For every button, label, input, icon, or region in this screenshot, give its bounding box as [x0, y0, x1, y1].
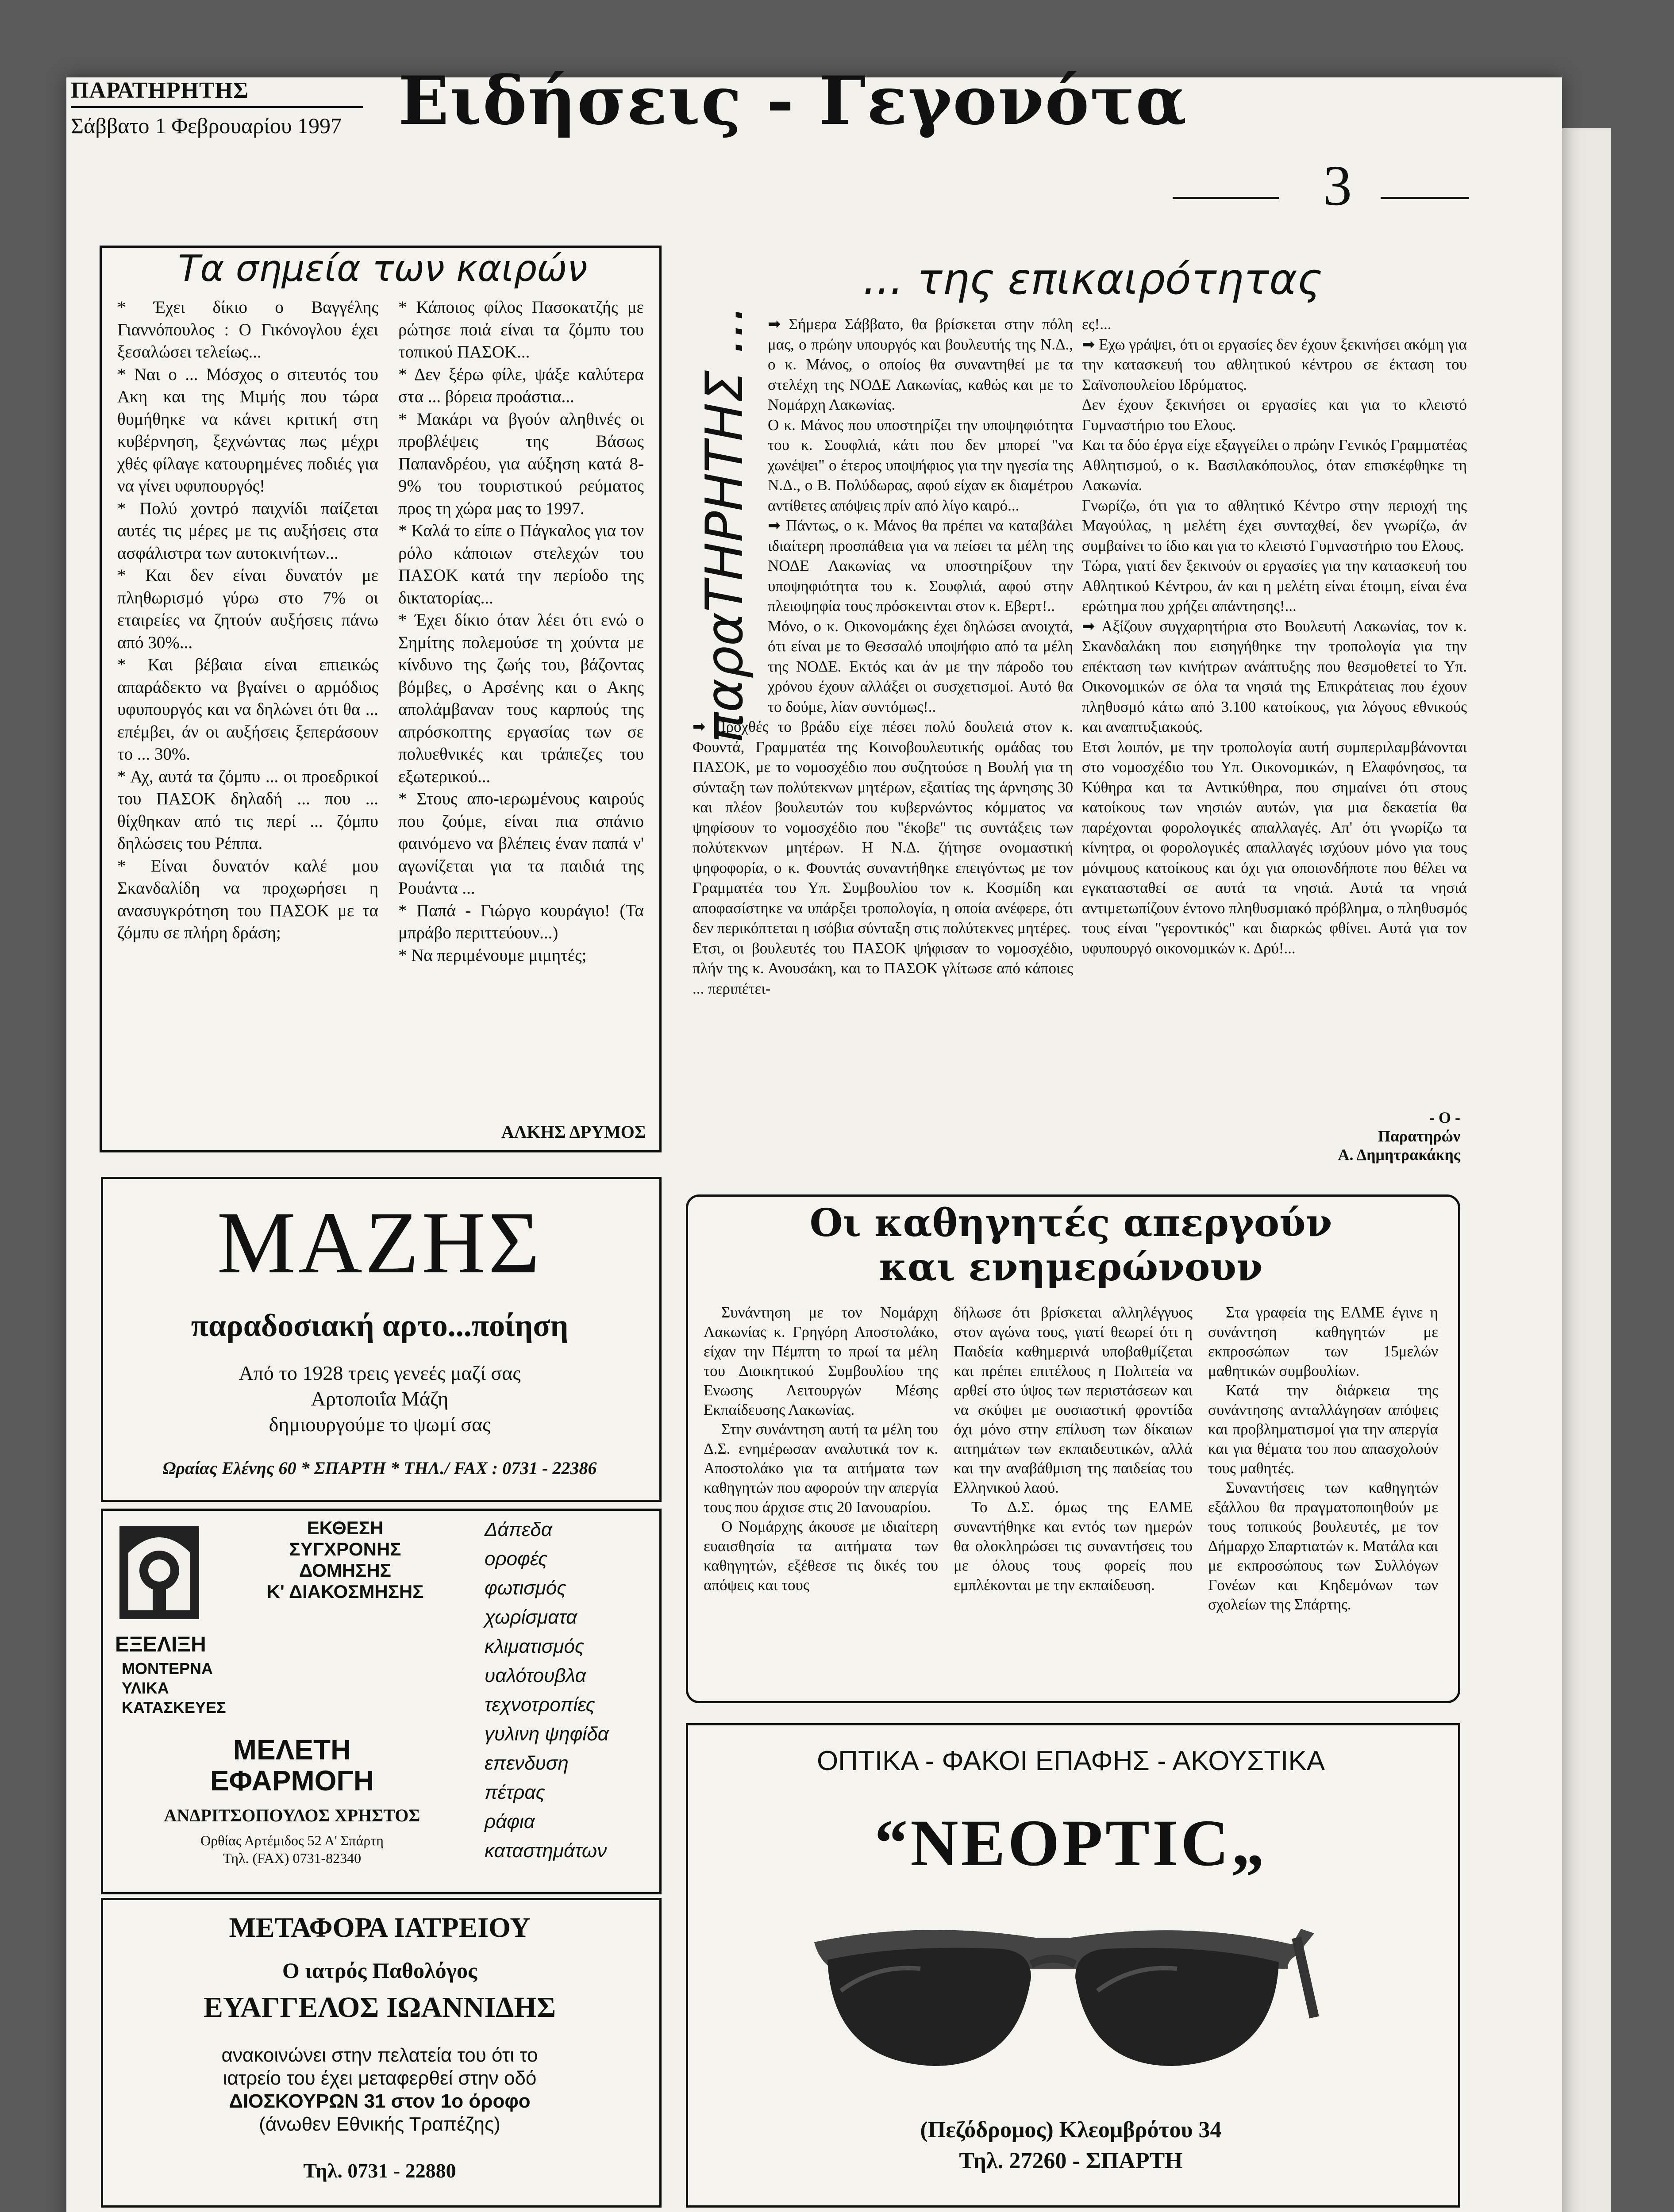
article-teachers-col1	[704, 1303, 938, 1595]
exelixi-item: τεχνοτροπίες	[485, 1694, 595, 1716]
column-signs-author: ΑΛΚΗΣ ΔΡΥΜΟΣ	[501, 1122, 646, 1142]
ad-exelixi-logo-sub	[122, 1659, 226, 1717]
exelixi-item: κλιματισμός	[485, 1636, 585, 1657]
article-paragraph: Ο Νομάρχης άκουσε με ιδιαίτερη ευαισθησία τα αιτήματα των καθηγητών, εξέθεσε τις δικές του απόψεις και τους	[704, 1518, 938, 1594]
ad-exelixi-exhibit	[235, 1517, 456, 1602]
column-observer-heading: ... της επικαιρότητας	[863, 254, 1322, 304]
ad-neoptic-brand: “NEOPTIC„	[874, 1806, 1267, 1880]
exhibit-line: Κ' ΔΙΑΚΟΣΜΗΣΗΣ	[266, 1581, 424, 1602]
ad-mazis-tagline: παραδοσιακή αρτο...ποίηση	[191, 1308, 569, 1343]
page-number: 3	[1323, 154, 1352, 218]
signs-paragraph: * Δεν ξέρω φίλε, ψάξε καλύτερα στα ... βόρεια προάστια...	[398, 365, 644, 406]
ad-mazis-line: δημιουργούμε το ψωμί σας	[269, 1413, 491, 1436]
sunglasses-image-icon	[788, 1902, 1319, 2088]
exhibit-line: ΔΟΜΗΣΗΣ	[299, 1560, 391, 1581]
observer-paragraph: Και τα δύο έργα είχε εξαγγείλει ο πρώην Γενικός Γραμματέας Αθλητισμού, ο κ. Βασιλακόπουλος, όταν επισκέφθηκε τη Λακωνία.	[1082, 436, 1467, 494]
signature-mark: - Ο -	[1429, 1109, 1460, 1126]
ad-iatreio-line1: Ο ιατρός Παθολόγος	[282, 1958, 477, 1983]
observer-paragraph: Ετσι, οι βουλευτές του ΠΑΣΟΚ ψήφισαν το νομοσχέδιο, πλήν της κ. Ανουσάκη, και το ΠΑΣΟΚ γλίτωσε από κάποιες ... περιπέτει-	[693, 939, 1073, 997]
signs-paragraph: * Να περιμένουμε μιμητές;	[398, 945, 587, 965]
logo-sub-line: ΥΛΙΚΑ	[122, 1679, 169, 1697]
ad-mazis-brand: ΜΑΖΗΣ	[217, 1194, 543, 1292]
ad-iatreio-name: ΕΥΑΓΓΕΛΟΣ ΙΩΑΝΝΙΔΗΣ	[203, 1991, 556, 2024]
observer-paragraph: ➡ Αξίζουν συγχαρητήρια στο Βουλευτή Λακωνίας, τον κ. Σκανδαλάκη που εισηγήθηκε την τροπολογία για την επέκταση των κινήτρων ανάπτυξης που θεσμοθετεί το Υπ. Οικονομικών σε όλα τα νησιά της Επικράτειας που έχουν πληθυσμό κάτω από 3.100 κατοίκους, για λόγους εθνικούς και αναπτυξιακούς.	[1082, 617, 1467, 735]
ad-neoptic-header: ΟΠΤΙΚΑ - ΦΑΚΟΙ ΕΠΑΦΗΣ - ΑΚΟΥΣΤΙΚΑ	[816, 1746, 1325, 1776]
exelixi-item: γυλινη ψηφίδα	[485, 1723, 609, 1745]
exelixi-item: οροφές	[485, 1548, 548, 1570]
ad-mazis-line: Από το 1928 τρεις γενεές μαζί σας	[239, 1362, 521, 1384]
article-paragraph: Κατά την διάρκεια της συνάντησης ανταλλάγησαν απόψεις και προβληματισμοί για την απεργία και για θέματα του που απασχολούν τους μαθητές.	[1208, 1382, 1438, 1477]
exelixi-item: πέτρας	[485, 1782, 545, 1803]
signs-paragraph: * Στους απο-ιερωμένους καιρούς που ζούμε, είναι πια σπάνιο φαινόμενο να βλέπεις έναν παπά ν' αγωνίζεται για τα παιδιά της Ρουάντα ...	[398, 789, 644, 898]
observer-paragraph: ➡ Πάντως, ο κ. Μάνος θα πρέπει να καταβάλει ιδιαίτερη προσπάθεια για να πείσει τα μέλη της ΝΟΔΕ Λακωνίας να υποστηρίξουν την υποψηφιότητα του κ. Σουφλιά, αφού στην πλειοψηφία τους πρόσκεινται στον κ. Εβερτ!..	[768, 517, 1073, 614]
ad-exelixi-items	[485, 1515, 653, 1866]
exelixi-item: χωρίσματα	[485, 1606, 577, 1628]
ad-mazis-lines	[103, 1360, 656, 1437]
article-teachers-title	[690, 1201, 1451, 1290]
ad-iatreio-line: ανακοινώνει στην πελατεία του ότι το	[221, 2044, 538, 2066]
article-paragraph: δήλωσε ότι βρίσκεται αλληλέγγυος στον αγώνα τους, γιατί θεωρεί ότι η Παιδεία καθημερινά υποβαθμίζεται και πρέπει επιτέλους η Πολιτεία να αρθεί στο ύψος των περιστάσεων και να σκύψει με ουσιαστική φροντίδα όχι μόνο στην επίλυση των δίκαιων αιτημάτων των εκπαιδευτικών, αλλά και την αναβάθμιση της παιδείας του Ελληνικού λαού.	[954, 1304, 1193, 1496]
logo-sub-line: ΚΑΤΑΣΚΕΥΕΣ	[122, 1698, 226, 1717]
exelixi-item: καταστημάτων	[485, 1840, 607, 1862]
article-paragraph: Στα γραφεία της ΕΛΜΕ έγινε η συνάντηση καθηγητών με εκπροσώπων των 15μελών μαθητικών συμβουλίων.	[1208, 1304, 1438, 1379]
article-paragraph: Συναντήσεις των καθηγητών εξάλλου θα πραγματοποιηθούν με τους τοπικούς βουλευτές, με τον Δήμαρχο Σπαρτιατών κ. Ματάλα και με εκπροσώπους των Συλλόγων Γονέων και Κηδεμόνων των σχολείων της Σπάρτης.	[1208, 1479, 1438, 1613]
ad-mazis-line: Αρτοποιΐα Μάζη	[311, 1387, 449, 1410]
page-number-rule-right	[1381, 197, 1469, 199]
ornament-logo-icon	[115, 1522, 204, 1624]
signs-paragraph: * Είναι δυνατόν καλέ μου Σκανδαλίδη να προχωρήσει η ανασυγκρότηση του ΠΑΣΟΚ με τα ζόμπυ σε πλήρη δράση;	[117, 856, 378, 942]
exelixi-item: Δάπεδα	[485, 1519, 552, 1540]
signs-paragraph: * Αχ, αυτά τα ζόμπυ ... οι προεδρικοί του ΠΑΣΟΚ δηλαδή ... που ... θίχθηκαν από τις περί ... ζόμπυ δηλώσεις του Ρέππα.	[117, 767, 378, 853]
ad-iatreio-body	[103, 2044, 656, 2136]
ad-exelixi-phone: Τηλ. (FAX) 0731-82340	[223, 1850, 362, 1866]
ad-exelixi-address: Ορθίας Αρτέμιδος 52 Α' Σπάρτη	[200, 1832, 384, 1848]
study-line: ΕΦΑΡΜΟΓΗ	[210, 1765, 374, 1797]
column-signs-heading: Τα σημεία των καιρών	[178, 248, 588, 290]
ad-neoptic-phone: Τηλ. 27260 - ΣΠΑΡΤΗ	[959, 2148, 1183, 2174]
column-signs-right-text	[398, 296, 644, 967]
ad-iatreio-address: ΔΙΟΣΚΟΥΡΩΝ 31 στον 1ο όροφο	[229, 2090, 531, 2112]
newspaper-name: ΠΑΡΑΤΗΡΗΤΗΣ	[71, 78, 249, 103]
signs-paragraph: * Και βέβαια είναι επιεικώς απαράδεκτο να βγαίνει ο αρμόδιος υφυπουργός και να δηλώνει ότι θα ... επέμβει, άν οι αυξήσεις ξεπεράσουν το ... 30%.	[117, 655, 378, 764]
observer-paragraph: Τώρα, γιατί δεν ξεκινούν οι εργασίες για την κατασκευή του Αθλητικού Κέντρου, άν και η μελέτη είναι έτοιμη, είναι ένα ερώτημα που χρήζει απάντησης!...	[1082, 557, 1467, 614]
article-paragraph: Το Δ.Σ. όμως της ΕΛΜΕ συναντήθηκε και εντός των ημερών θα ολοκληρώσει τις συναντήσεις του με όλους τους φορείς που εμπλέκονται με την εκπαίδευση.	[954, 1498, 1193, 1594]
exhibit-line: ΣΥΓΧΡΟΝΗΣ	[289, 1539, 401, 1559]
article-paragraph: Συνάντηση με τον Νομάρχη Λακωνίας κ. Γρηγόρη Αποστολάκο, είχαν την Πέμπτη το πρωί τα μέλη του Διοικητικού Συμβουλίου της Ενωσης Λειτουργών Μέσης Εκπαίδευσης Λακωνίας.	[704, 1304, 938, 1418]
ad-exelixi-logo-name: ΕΞΕΛΙΞΗ	[115, 1633, 206, 1656]
signs-paragraph: * Ναι ο ... Μόσχος ο σιτευτός του Ακη και της Μιμής που τώρα θυμήθηκε να κάνει κριτική στη κυβέρνηση, ξεχνώντας πως μέχρι χθές φίλαγε κατουρημένες ποδιές για να γίνει υφυπουργός!	[117, 365, 378, 495]
adjacent-page-edge	[1562, 128, 1611, 2212]
exelixi-item: ράφια	[485, 1811, 535, 1832]
logo-sub-line: ΜΟΝΤΕΡΝΑ	[122, 1659, 213, 1678]
article-teachers-col3	[1208, 1303, 1438, 1614]
signs-paragraph: * Παπά - Γιώργο κουράγιο! (Τα μπράβο περιττεύουν...)	[398, 901, 644, 942]
study-line: ΜΕΛΕΤΗ	[233, 1734, 351, 1766]
signs-paragraph: * Καλά το είπε ο Πάγκαλος για τον ρόλο κάποιων στελεχών του ΠΑΣΟΚ κατά την περίοδο της δικτατορίας...	[398, 521, 644, 607]
signs-paragraph: * Και δεν είναι δυνατόν με πληθωρισμό γύρω στο 7% οι εταιρείες να ζητούν αυξήσεις πάνω από 30%...	[117, 566, 378, 652]
page-number-rule-left	[1173, 197, 1279, 199]
signs-paragraph: * Έχει δίκιο όταν λέει ότι ενώ ο Σημίτης πολεμούσε τη χούντα με κίνδυνο της ζωής του, βάζοντας βόμβες, ο Αρσένης και ο Ακης απολάμβαναν τους καρπούς της απρόσκοπτης εργασίας των σε πολυεθνικές και τράπεζες του εξωτερικού...	[398, 611, 644, 786]
signs-paragraph: * Κάποιος φίλος Πασοκατζής με ρώτησε ποιά είναι τα ζόμπυ του τοπικού ΠΑΣΟΚ...	[398, 298, 644, 361]
ad-iatreio-note: (άνωθεν Εθνικής Τραπέζης)	[259, 2113, 500, 2135]
observer-paragraph: Ετσι λοιπόν, με την τροπολογία αυτή συμπεριλαμβάνονται στο νομοσχέδιο του Υπ. Οικονομικών, η Ελαφόνησος, τα Κύθηρα και τα Αντικύθηρα, που σημαίνει ότι στους κατοίκους των νησιών αυτών, για μια δεκαετία θα παρέχονται φορολογικές απαλλαγές. Απ' ότι γνωρίζω τα κίνητρα, οι φορολογικές απαλλαγές ισχύουν μόνο για τους μόνιμους κατοίκους και όχι για οποιονδήποτε που θέλει να εγκατασταθεί σε αυτά τα νησιά. Αυτά τα νησιά αντιμετωπίζουν έντονο πληθυσμιακό πρόβλημα, ο πληθυσμός τους είναι "γεροντικός" και διαρκώς φθίνει. Αυτά για τον υφυπουργό οικονομικών κ. Δρύ!...	[1082, 738, 1467, 957]
observer-paragraph: ➡ Εχω γράψει, ότι οι εργασίες δεν έχουν ξεκινήσει ακόμη για την κατασκευή του αθλητικού κέντρου σε έκταση του Σαϊνοπουλείου Ιδρύματος.	[1082, 335, 1467, 393]
signs-paragraph: * Μακάρι να βγούν αληθινές οι προβλέψεις της Βάσως Παπανδρέου, για αύξηση κατά 8-9% του τουριστικού ρεύματος προς τη χώρα μας το 1997.	[398, 409, 644, 518]
ad-iatreio-phone: Τηλ. 0731 - 22880	[303, 2159, 456, 2182]
exelixi-item: επενδυση	[485, 1752, 569, 1774]
exelixi-item: υαλότουβλα	[485, 1665, 586, 1686]
observer-paragraph: Δεν έχουν ξεκινήσει οι εργασίες και για το κλειστό Γυμναστήριο του Ελους.	[1082, 396, 1467, 434]
signature-name: Α. Δημητρακάκης	[1338, 1146, 1460, 1164]
column-signs-left-text	[117, 296, 378, 945]
column-observer-vertical-title: παραΤΗΡΗΤΗΣ ...	[695, 305, 754, 743]
ad-neoptic-address: (Πεζόδρομος) Κλεομβρότου 34	[920, 2117, 1222, 2143]
ad-iatreio-title: ΜΕΤΑΦΟΡΑ ΙΑΤΡΕΙΟΥ	[229, 1912, 531, 1943]
exhibit-line: ΕΚΘΕΣΗ	[307, 1517, 384, 1538]
masthead-rule	[71, 106, 363, 108]
column-observer-left-text	[693, 314, 1073, 998]
observer-paragraph: Ο κ. Μάνος που υποστηρίζει την υποψηφιότητα του κ. Σουφλιά, κάτι που δεν μπορεί "να χωνέψει" ο έτερος υποψήφιος για την ηγεσία της Ν.Δ., ο Β. Πολύδωρας, αφού είχαν εκ διαμέτρου αντίθετες απόψεις πρίν από λίγο καιρό...	[768, 416, 1073, 514]
ad-iatreio-line: ιατρείο του έχει μεταφερθεί στην οδό	[223, 2067, 537, 2089]
issue-date: Σάββατο 1 Φεβρουαρίου 1997	[71, 113, 342, 138]
article-title-line: Οι καθηγητές απεργούν	[809, 1201, 1332, 1245]
article-teachers-col2	[954, 1303, 1193, 1595]
observer-paragraph: Γνωρίζω, ότι για το αθλητικό Κέντρο στην περιοχή της Μαγούλας, η μελέτη έχει συνταχθεί, δεν γνωρίζω, άν συμβαίνει το ίδιο και για το κλειστό Γυμναστήριο του Ελους.	[1082, 496, 1467, 554]
section-title: Ειδήσεις - Γεγονότα	[398, 62, 1188, 140]
article-paragraph: Στην συνάντηση αυτή τα μέλη του Δ.Σ. ενημέρωσαν αναλυτικά τον κ. Αποστολάκο για τα αιτήματα των καθηγητών που αφορούν την απεργία τους που άρχισε στις 20 Ιανουαρίου.	[704, 1421, 938, 1516]
observer-paragraph: ες!...	[1082, 315, 1112, 333]
observer-paragraph: ➡ Προχθές το βράδυ είχε πέσει πολύ δουλειά στον κ. Φουντά, Γραμματέα της Κοινοβουλευτικής ομάδας του ΠΑΣΟΚ, με το νομοσχέδιο που συζητούσε η Βουλή για τη σύνταξη των πολύτεκνων μητέρων, εξαιτίας της άρνησης 30 και πλέον βουλευτών του κυβερνώντος κόμματος να ψηφίσουν το νομοσχέδιο που "έκοβε" τις συντάξεις των πολύτεκνων μητέρων. Η Ν.Δ. ζήτησε ονομαστική ψηφοφορία, ο κ. Φουντάς συναντήθηκε επειγόντως με τον Γραμματέα του Υπ. Συμβουλίου τον κ. Κοσμίδη και αποφασίστηκε να υπάρξει τροπολογία, η οποία ανέφερε, ότι δεν περικόπτεται η ισόβια σύνταξη στις πολύτεκνες μητέρες.	[693, 718, 1073, 937]
ad-mazis-address: Ωραίας Ελένης 60 * ΣΠΑΡΤΗ * ΤΗΛ./ FAX : 0731 - 22386	[162, 1458, 597, 1478]
exelixi-item: φωτισμός	[485, 1577, 566, 1599]
observer-paragraph: ➡ Σήμερα Σάββατο, θα βρίσκεται στην πόλη μας, ο πρώην υπουργός και βουλευτής της Ν.Δ., ο κ. Μάνος, ο οποίος θα συναντηθεί με τα στελέχη της ΝΟΔΕ Λακωνίας, καθώς και με το Νομάρχη Λακωνίας.	[768, 315, 1073, 413]
signs-paragraph: * Έχει δίκιο ο Βαγγέλης Γιαννόπουλος : Ο Γικόνογλου έχει ξεσαλώσει τελείως...	[117, 298, 378, 361]
article-title-line: και ενημερώνουν	[879, 1245, 1263, 1290]
column-observer-signature	[1283, 1108, 1460, 1164]
ad-exelixi-study	[115, 1734, 469, 1796]
ad-exelixi-owner: ΑΝΔΡΙΤΣΟΠΟΥΛΟΣ ΧΡΗΣΤΟΣ	[164, 1805, 420, 1825]
column-observer-right-text	[1082, 314, 1467, 958]
observer-paragraph: Μόνο, ο κ. Οικονομάκης έχει δηλώσει ανοιχτά, ότι είναι με το Θεσσαλό υποψήφιο από τα μέλη της ΝΟΔΕ. Εκτός και άν με την πάροδο του χρόνου έχουν αλλάξει οι συσχετισμοί. Αυτό θα το δούμε, λίαν συντόμως!..	[768, 617, 1073, 715]
ad-exelixi-contact	[108, 1832, 476, 1867]
signs-paragraph: * Πολύ χοντρό παιχνίδι παίζεται αυτές τις μέρες με τις αυξήσεις στα ασφάλιστρα των αυτοκινήτων...	[117, 499, 378, 563]
signature-role: Παρατηρών	[1378, 1127, 1460, 1145]
